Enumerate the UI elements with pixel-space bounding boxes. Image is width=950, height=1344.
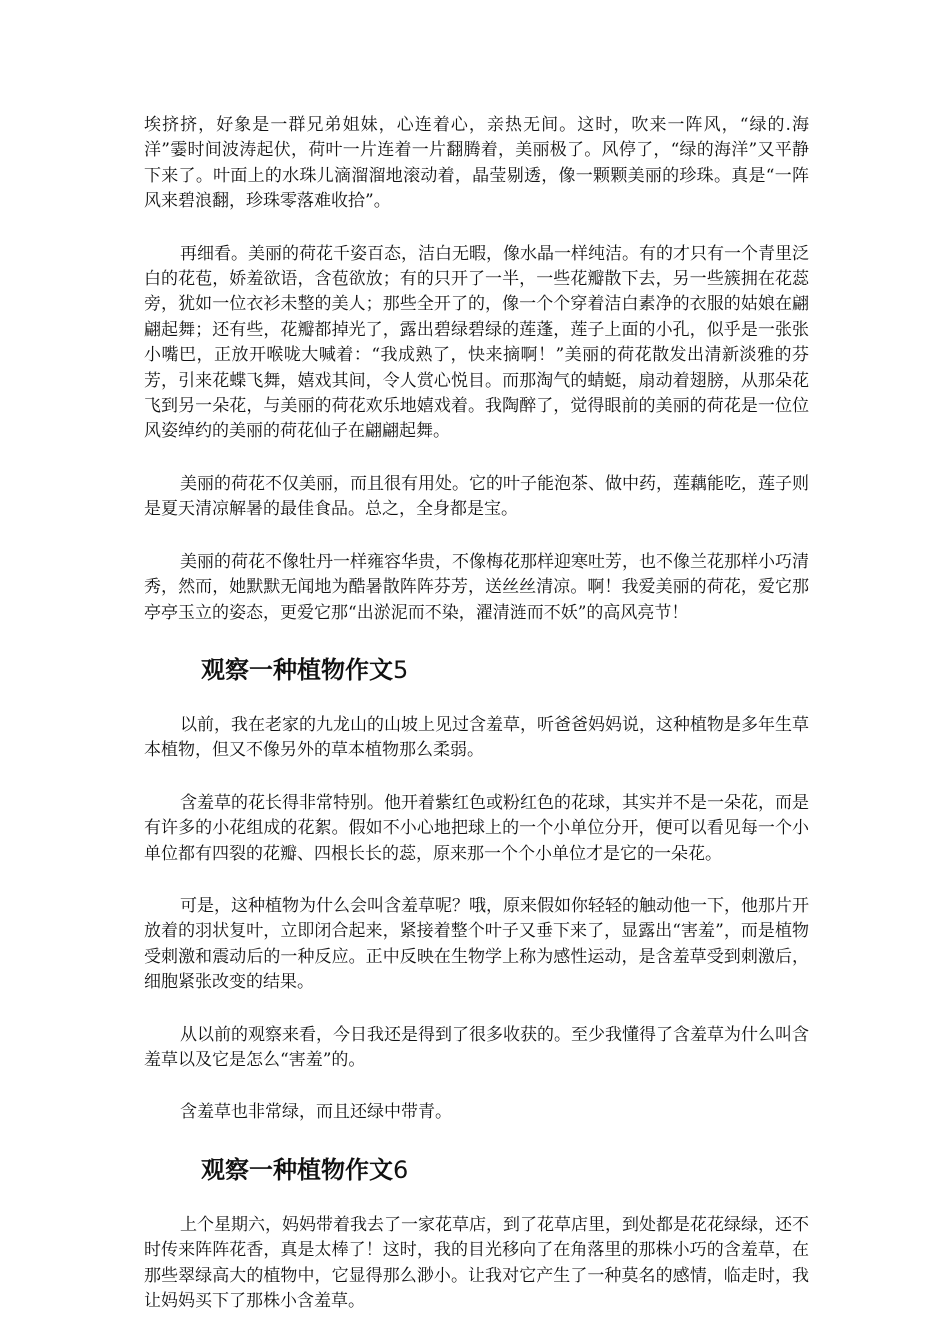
paragraph-lotus-praise: 美丽的荷花不像牡丹一样雍容华贵，不像梅花那样迎寒吐芳，也不像兰花那样小巧清秀，然而，她默默无闻地为酷暑散阵阵芬芳，送丝丝清凉。啊！我爱美丽的荷花，爱它那亭亭玉立的姿态，更爱它那“出淤泥而不染，濯清涟而不妖”的高风亮节！ (144, 551, 809, 623)
document-body (144, 113, 809, 1341)
paragraph-flower-shop: 上个星期六，妈妈带着我去了一家花草店，到了花草店里，到处都是花花绿绿，还不时传来阵阵花香，真是太棒了！这时，我的目光移向了在角落里的那株小巧的含羞草，在那些翠绿高大的植物中，它显得那么渺小。让我对它产生了一种莫名的感情，临走时，我让妈妈买下了那株小含羞草。 (144, 1214, 809, 1311)
paragraph-mimosa-green: 含羞草也非常绿，而且还绿中带青。 (180, 1102, 452, 1123)
paragraph-mimosa-intro: 以前，我在老家的九龙山的山坡上见过含羞草，听爸爸妈妈说，这种植物是多年生草本植物，但又不像另外的草本植物那么柔弱。 (144, 714, 809, 761)
paragraph-mimosa-harvest: 从以前的观察来看，今日我还是得到了很多收获的。至少我懂得了含羞草为什么叫含羞草以及它是怎么“害羞”的。 (144, 1024, 809, 1070)
paragraph-lotus-wind: 埃挤挤，好象是一群兄弟姐妹，心连着心，亲热无间。这时，吹来一阵风，“绿的.海洋”霎时间波涛起伏，荷叶一片连着一片翻腾着，美丽极了。风停了，“绿的海洋”又平静下来了。叶面上的水珠儿滴溜溜地滚动着，晶莹剔透，像一颗颗美丽的珍珠。真是“一阵风来碧浪翻，珍珠零落难收拾”。 (144, 115, 809, 212)
section-6-title: 观察一种植物作文 (201, 1155, 393, 1184)
paragraph-mimosa-flower: 含羞草的花长得非常特别。他开着紫红色或粉红色的花球，其实并不是一朵花，而是有许多的小花组成的花絮。假如不小心地把球上的一个小单位分开，便可以看见每一个小单位都有四裂的花瓣、四根长长的蕊，原来那一个个小单位才是它的一朵花。 (144, 792, 809, 864)
paragraph-lotus-flowers: 再细看。美丽的荷花千姿百态，洁白无暇，像水晶一样纯洁。有的才只有一个青里泛白的花苞，娇羞欲语，含苞欲放；有的只开了一半，一些花瓣散下去，另一些簇拥在花蕊旁，犹如一位衣衫未整的美人；那些全开了的，像一个个穿着洁白素净的衣服的姑娘在翩翩起舞；还有些，花瓣都掉光了，露出碧绿碧绿的莲蓬，莲子上面的小孔，似乎是一张张小嘴巴，正放开喉咙大喊着：“我成熟了，快来摘啊！”美丽的荷花散发出清新淡雅的芬芳，引来花蝶飞舞，嬉戏其间，令人赏心悦目。而那淘气的蜻蜓，扇动着翅膀，从那朵花飞到另一朵花，与美丽的荷花欢乐地嬉戏着。我陶醉了，觉得眼前的美丽的荷花是一位位风姿绰约的美丽的荷花仙子在翩翩起舞。 (144, 243, 809, 442)
paragraph-lotus-uses: 美丽的荷花不仅美丽，而且很有用处。它的叶子能泡茶、做中药，莲藕能吃，莲子则是夏天清凉解暑的最佳食品。总之，全身都是宝。 (144, 473, 809, 520)
paragraph-mimosa-shy: 可是，这种植物为什么会叫含羞草呢？哦，原来假如你轻轻的触动他一下，他那片开放着的羽状复叶，立即闭合起来，紧接着整个叶子又垂下来了，显露出“害羞”，而是植物受刺激和震动后的一种反应。正中反映在生物学上称为感性运动，是含羞草受到刺激后，细胞紧张改变的结果。 (144, 895, 809, 993)
section-5-title: 观察一种植物作文 (201, 655, 393, 684)
section-6-number: 6 (393, 1155, 409, 1184)
section-6-heading (201, 1153, 809, 1187)
section-5-heading (201, 653, 809, 687)
section-5-number: 5 (393, 655, 409, 684)
